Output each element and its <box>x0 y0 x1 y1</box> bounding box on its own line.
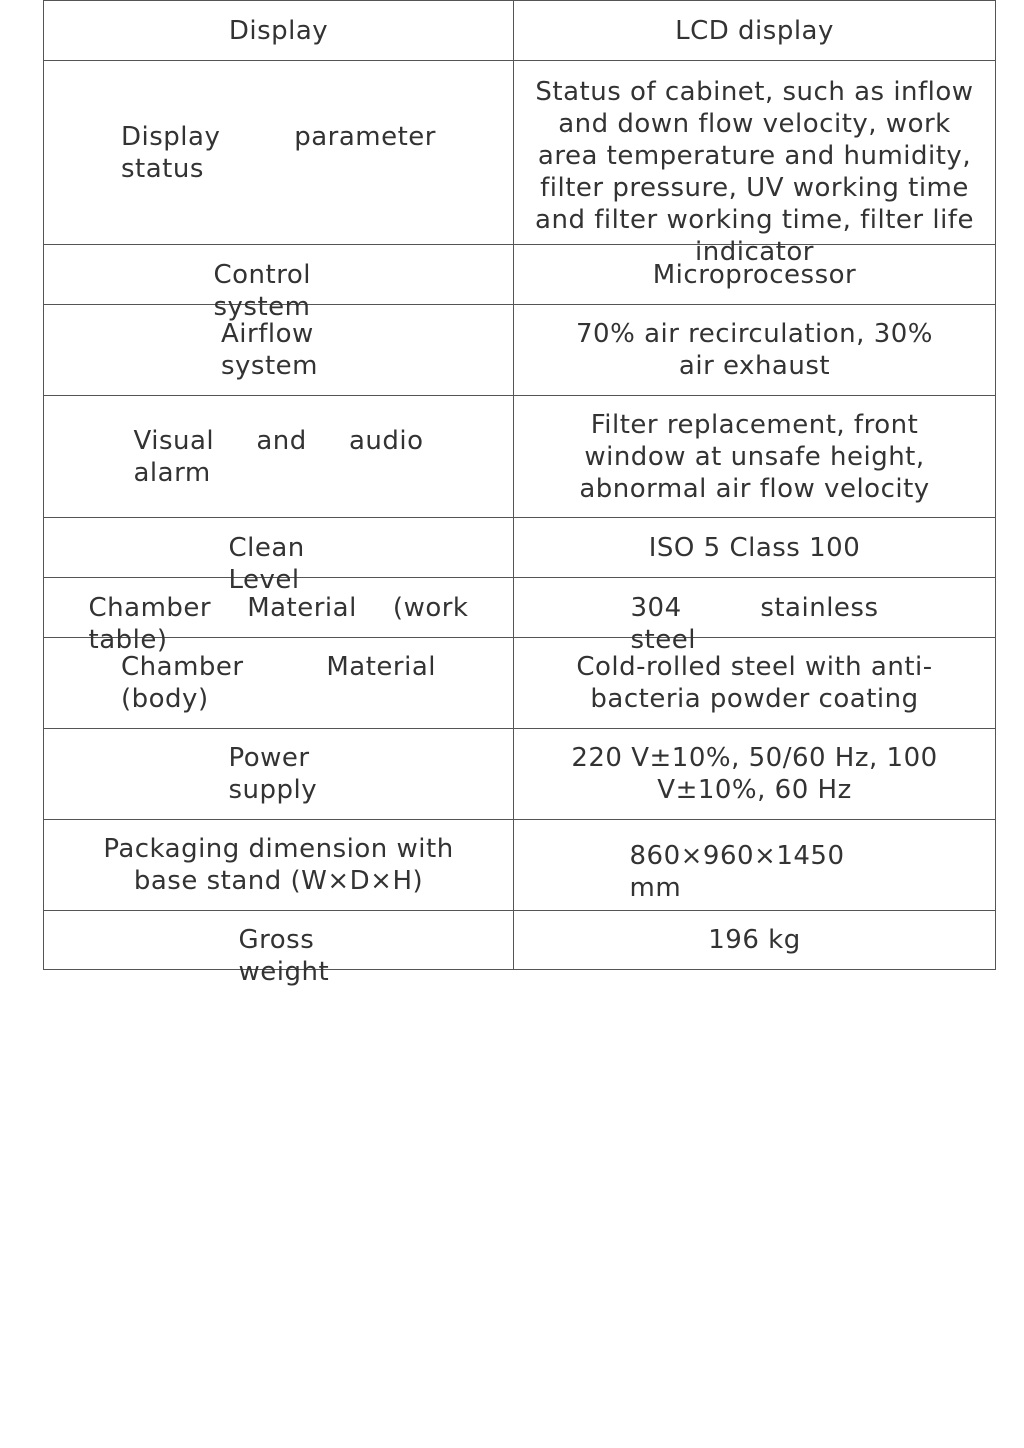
spec-value: Microprocessor <box>652 259 857 290</box>
spec-label-cell <box>44 305 514 396</box>
spec-value: 220 V±10%, 50/60 Hz, 100 V±10%, 60 Hz <box>571 743 938 805</box>
spec-label-cell <box>44 820 514 911</box>
table-row <box>44 245 996 305</box>
spec-label-cell <box>44 911 514 987</box>
table-row <box>44 911 996 970</box>
table-row <box>44 518 996 578</box>
spec-value: 860×960×1450 mm <box>629 841 845 903</box>
table-row <box>44 638 996 729</box>
spec-label: Power supply <box>228 743 318 805</box>
spec-label-cell <box>44 245 514 322</box>
spec-label-cell <box>44 61 514 245</box>
spec-label: Clean Level <box>228 532 305 595</box>
spec-value-cell <box>514 729 996 820</box>
spec-label: Gross weight <box>238 925 330 987</box>
spec-label: Airflow system <box>221 319 318 381</box>
spec-value: LCD display <box>675 15 834 46</box>
spec-value: Status of cabinet, such as inflow and down flow velocity, work area temperature and humidity, filter pressure, UV working time and filter working time, filter life indicator <box>535 77 974 267</box>
spec-label: Visual and audio alarm <box>133 425 424 488</box>
spec-value-cell <box>514 820 996 911</box>
spec-value: 196 kg <box>708 925 801 955</box>
table-row <box>44 820 996 911</box>
table-row <box>44 729 996 820</box>
spec-value: Cold-rolled steel with anti-bacteria powder coating <box>576 652 933 714</box>
spec-value: 70% air recirculation, 30% air exhaust <box>576 319 933 381</box>
table-row <box>44 1 996 61</box>
spec-label-cell <box>44 1 514 61</box>
table-row <box>44 61 996 245</box>
spec-label: Packaging dimension with base stand (W×D×H) <box>103 834 454 896</box>
spec-label: Display <box>228 15 329 46</box>
spec-value: 304 stainless steel <box>630 592 879 655</box>
spec-value-cell <box>514 1 996 61</box>
spec-value-cell <box>514 638 996 729</box>
spec-label: Chamber Material (work table) <box>88 592 469 655</box>
spec-value-cell <box>514 305 996 396</box>
table-row <box>44 396 996 518</box>
spec-value-cell <box>514 911 996 970</box>
spec-label: Chamber Material (body) <box>121 652 436 714</box>
spec-label: Display parameter status <box>121 121 436 184</box>
table-row <box>44 305 996 396</box>
spec-value-cell <box>514 396 996 518</box>
spec-label: Control system <box>213 259 311 322</box>
spec-value-cell <box>514 518 996 578</box>
specification-table <box>43 0 996 987</box>
spec-label-cell <box>44 729 514 820</box>
spec-value: Filter replacement, front window at unsafe height, abnormal air flow velocity <box>579 409 930 504</box>
spec-value: ISO 5 Class 100 <box>648 532 861 563</box>
spec-value-cell <box>514 61 996 267</box>
spec-value-cell <box>514 578 996 655</box>
spec-label-cell <box>44 396 514 518</box>
spec-label-cell <box>44 518 514 595</box>
table-row <box>44 578 996 638</box>
